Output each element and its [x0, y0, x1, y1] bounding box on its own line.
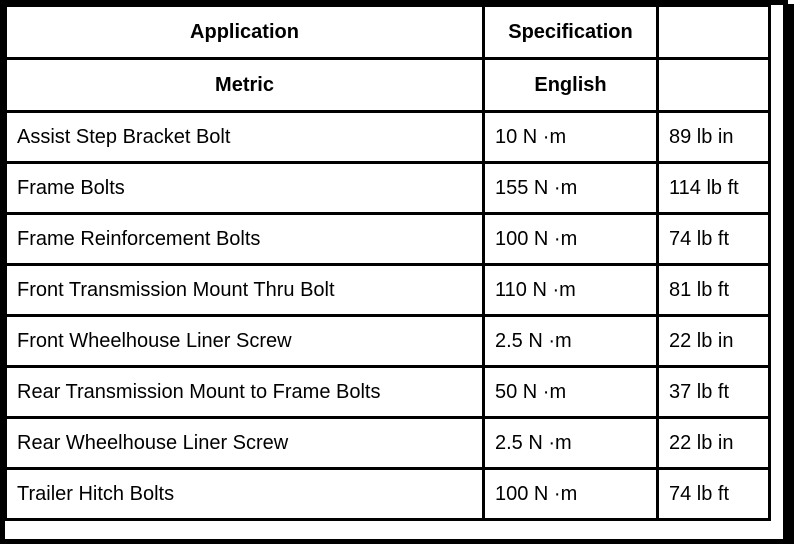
cell-metric: 2.5 N ·m [484, 316, 658, 367]
cell-metric: 155 N ·m [484, 163, 658, 214]
cell-english: 81 lb ft [658, 265, 770, 316]
table-row [6, 367, 770, 418]
table-row [6, 163, 770, 214]
header-specification: Specification [484, 6, 658, 59]
header-metric: Metric [6, 59, 484, 112]
table-header-row-2 [6, 59, 770, 112]
cell-metric: 100 N ·m [484, 214, 658, 265]
cell-metric: 10 N ·m [484, 112, 658, 163]
cell-metric: 100 N ·m [484, 469, 658, 520]
header-empty [658, 6, 770, 59]
cell-english: 37 lb ft [658, 367, 770, 418]
cell-application: Front Transmission Mount Thru Bolt [6, 265, 484, 316]
header-empty-2 [658, 59, 770, 112]
cell-application: Front Wheelhouse Liner Screw [6, 316, 484, 367]
frame-shadow-right [788, 4, 794, 544]
cell-application: Rear Wheelhouse Liner Screw [6, 418, 484, 469]
cell-application: Rear Transmission Mount to Frame Bolts [6, 367, 484, 418]
table-row [6, 112, 770, 163]
cell-application: Frame Bolts [6, 163, 484, 214]
cell-english: 74 lb ft [658, 214, 770, 265]
torque-spec-table [4, 4, 771, 521]
table-row [6, 418, 770, 469]
table-body [6, 112, 770, 520]
table-row [6, 214, 770, 265]
table-header-row-1 [6, 6, 770, 59]
table-row [6, 469, 770, 520]
cell-application: Trailer Hitch Bolts [6, 469, 484, 520]
header-application: Application [6, 6, 484, 59]
header-english: English [484, 59, 658, 112]
table-row [6, 265, 770, 316]
cell-metric: 110 N ·m [484, 265, 658, 316]
cell-english: 74 lb ft [658, 469, 770, 520]
cell-application: Assist Step Bracket Bolt [6, 112, 484, 163]
table-row [6, 316, 770, 367]
cell-metric: 2.5 N ·m [484, 418, 658, 469]
cell-english: 22 lb in [658, 418, 770, 469]
cell-english: 89 lb in [658, 112, 770, 163]
cell-application: Frame Reinforcement Bolts [6, 214, 484, 265]
cell-english: 114 lb ft [658, 163, 770, 214]
cell-metric: 50 N ·m [484, 367, 658, 418]
cell-english: 22 lb in [658, 316, 770, 367]
